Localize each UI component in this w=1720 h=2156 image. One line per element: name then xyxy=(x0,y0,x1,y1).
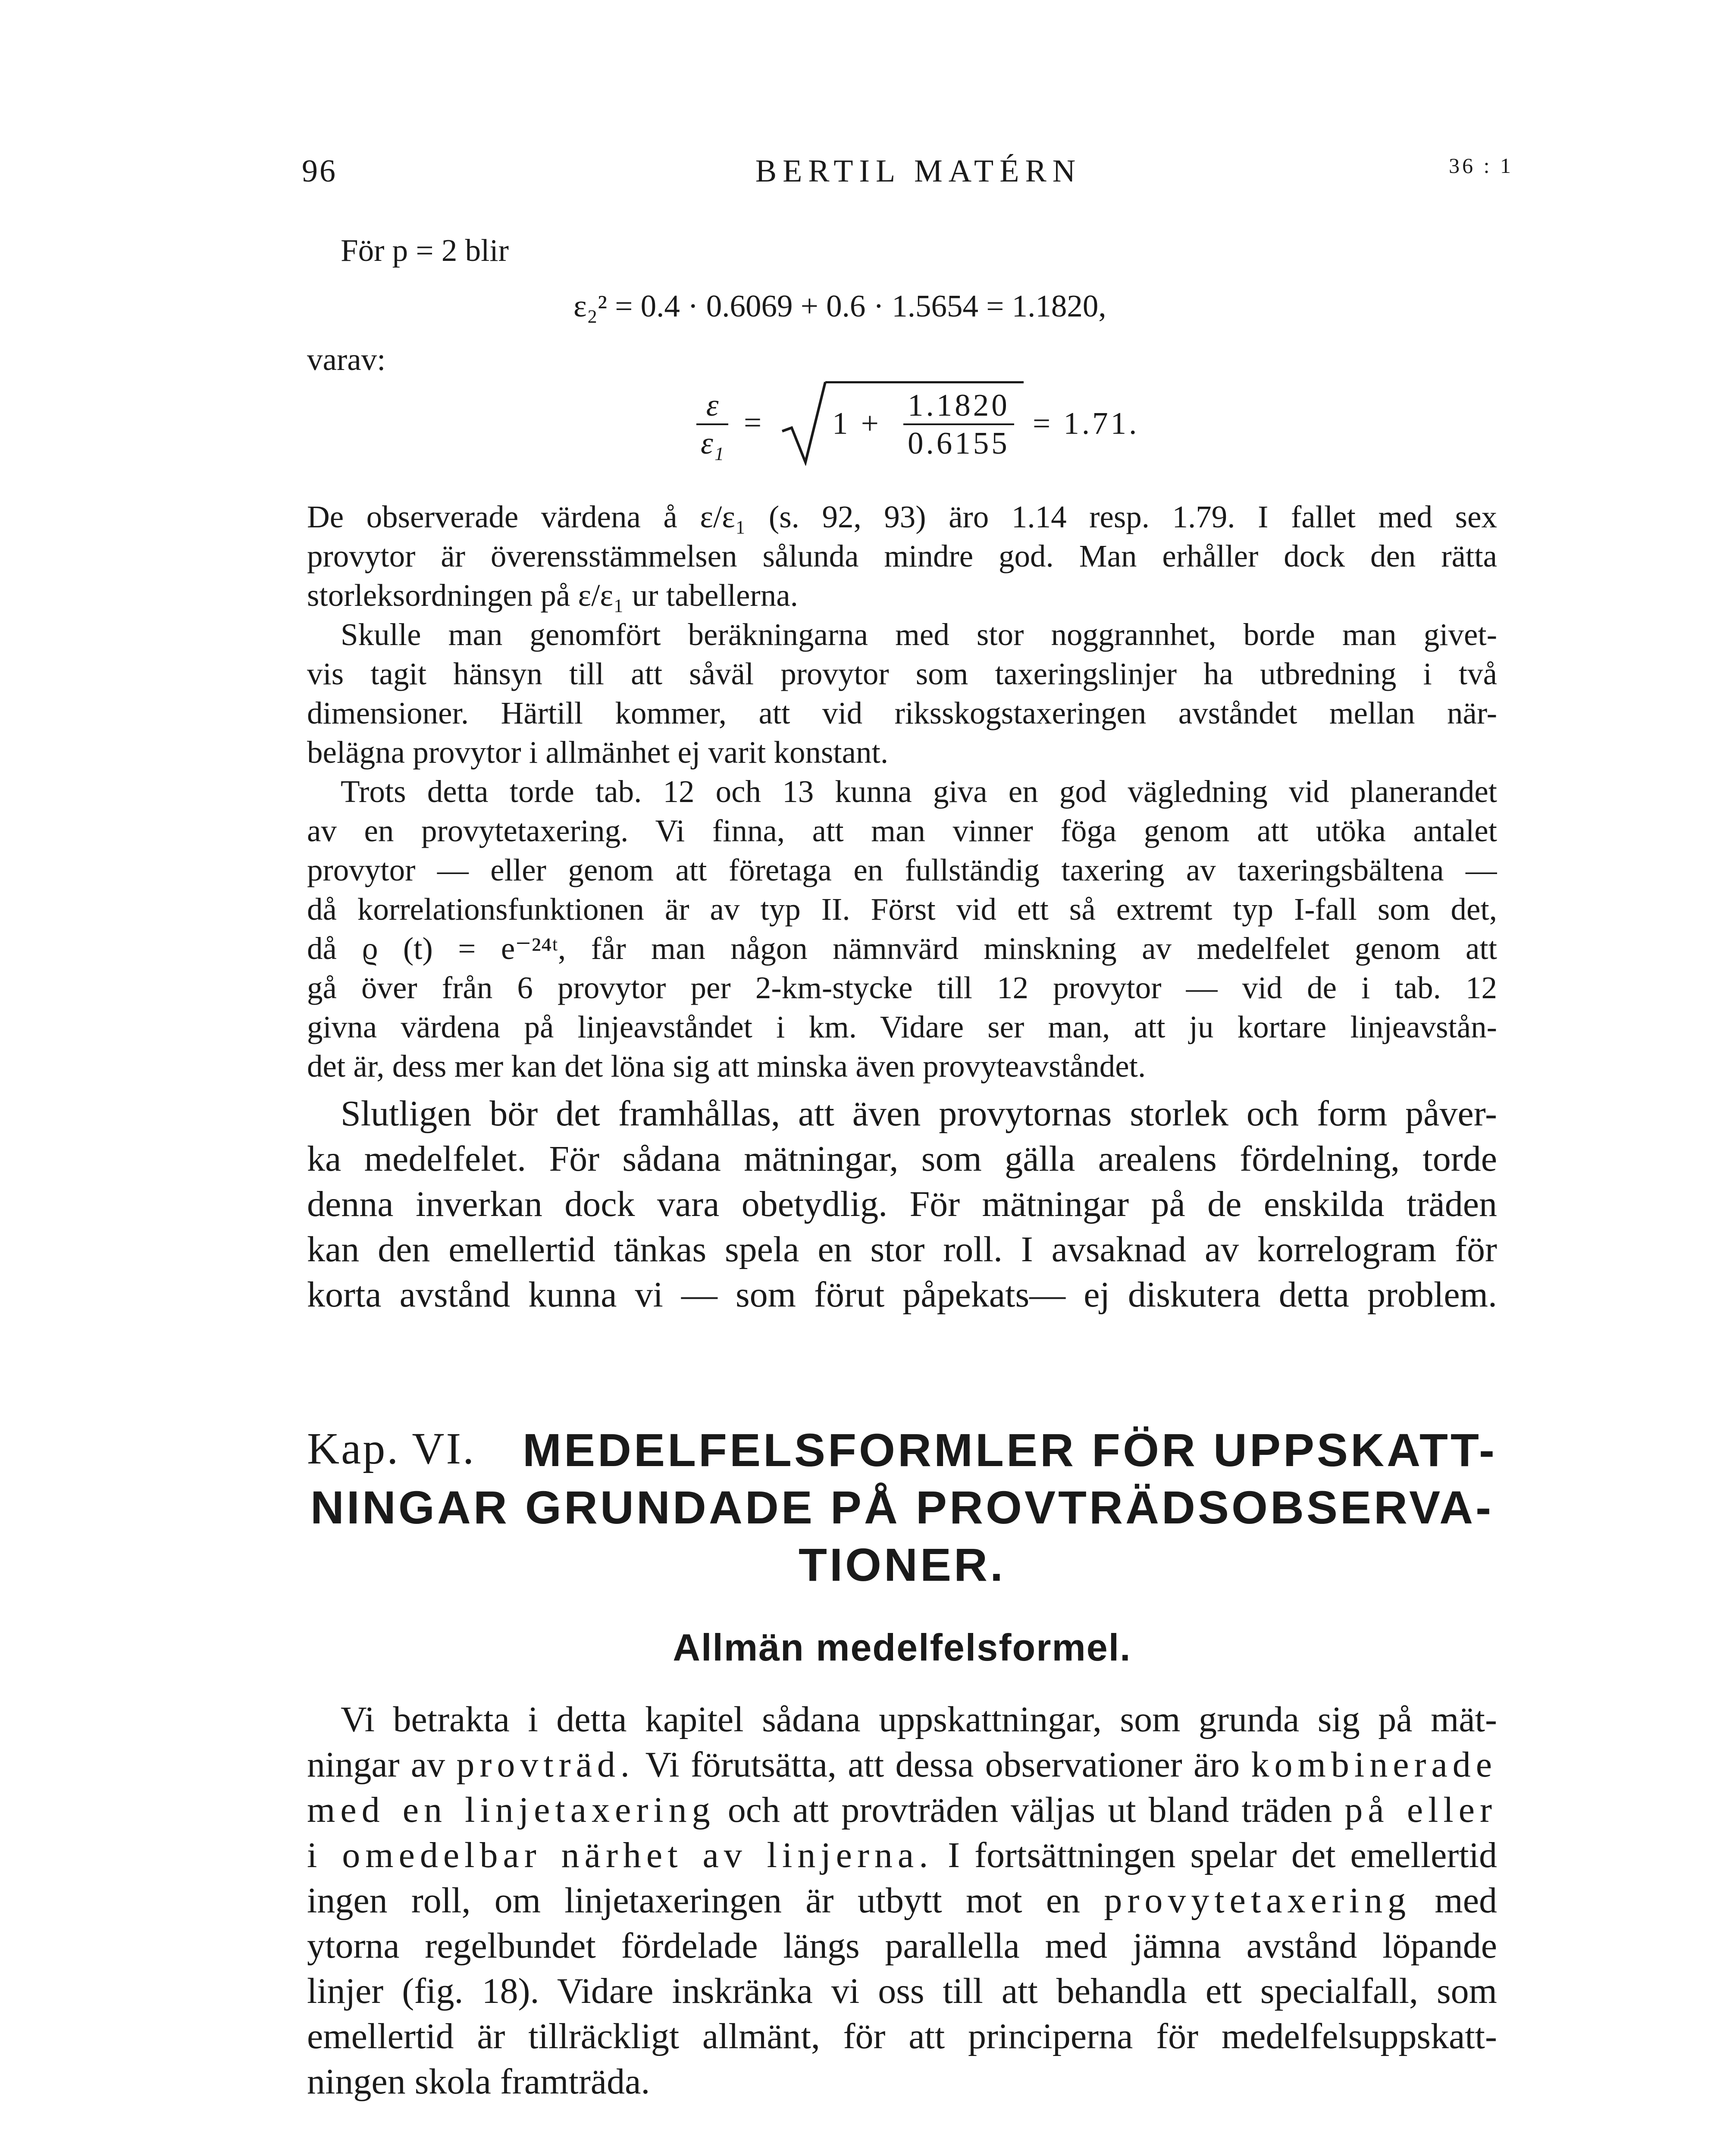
text-line: kan den emellertid tänkas spela en stor roll. I avsaknad av korrelogram för xyxy=(307,1229,1497,1269)
text-line: ningar av provträd. Vi förutsätta, att dessa observationer äro kombinerade xyxy=(307,1745,1497,1785)
text-line: ka medelfelet. För sådana mätningar, som gälla arealens fördelning, torde xyxy=(307,1139,1497,1179)
chapter-heading xyxy=(307,1423,1497,1592)
emphasis-text: på eller xyxy=(1344,1790,1497,1830)
section-title: Allmän medelfelsformel. xyxy=(673,1626,1131,1669)
chapter-title-part: MEDELFELSFORMLER FÖR UPPSKATT- xyxy=(523,1424,1497,1476)
chapter-heading-line-1 xyxy=(307,1423,1497,1477)
text-line: ningen skola framträda. xyxy=(307,2062,650,2102)
equation-epsilon2: ε₂² = 0.4 · 0.6069 + 0.6 · 1.5654 = 1.1820, xyxy=(573,288,1106,323)
chapter-heading-line-3: TIONER. xyxy=(798,1539,1006,1591)
text-line: provytor — eller genom att företaga en fullständig taxering av taxeringsbältena — xyxy=(307,852,1497,887)
text-line: Slutligen bör det framhållas, att även provytornas storlek och form påver- xyxy=(341,1094,1497,1134)
running-title: BERTIL MATÉRN xyxy=(755,154,1082,189)
text-line: Skulle man genomfört beräkningarna med stor noggrannhet, borde man givet- xyxy=(341,617,1497,652)
text-line: De observerade värdena å ε/ε₁ (s. 92, 93) äro 1.14 resp. 1.79. I fallet med sex xyxy=(307,499,1497,534)
ratio-denominator: ε₁ xyxy=(701,426,724,461)
emphasis-text: i omedelbar närhet av linjerna. xyxy=(307,1835,934,1875)
text-line: belägna provytor i allmänhet ej varit konstant. xyxy=(307,735,889,770)
emphasis-text: med en linjetaxering xyxy=(307,1790,715,1830)
chapter-label: Kap. VI. xyxy=(307,1424,476,1473)
equals-sign: = xyxy=(744,405,762,440)
paragraph-provtrad xyxy=(307,1697,1497,2104)
inner-fraction xyxy=(903,387,1014,461)
text-line: storleksordningen på ε/ε₁ ur tabellerna. xyxy=(307,578,798,613)
emphasis-text: provträd. xyxy=(456,1745,635,1785)
page-number: 96 xyxy=(302,154,337,189)
text-line: korta avstånd kunna vi — som förut påpekats— ej diskutera detta problem. xyxy=(307,1275,1497,1315)
volume-reference: 36 : 1 xyxy=(1449,154,1513,178)
intro-label: För p = 2 blir xyxy=(341,233,509,268)
text-line: Trots detta torde tab. 12 och 13 kunna giva en god vägledning vid planerandet xyxy=(341,774,1497,809)
text-line: vis tagit hänsyn till att såväl provytor som taxeringslinjer ha utbredning i två xyxy=(307,656,1497,691)
text-line: gå över från 6 provytor per 2-km-stycke till 12 provytor — vid de i tab. 12 xyxy=(307,970,1497,1005)
small-paragraph-1 xyxy=(307,497,1497,615)
small-paragraph-3 xyxy=(307,772,1497,1086)
square-root-sign-icon xyxy=(780,379,828,466)
text-line: det är, dess mer kan det löna sig att minska även provyteavståndet. xyxy=(307,1049,1146,1084)
text-line: Vi betrakta i detta kapitel sådana uppskattningar, som grunda sig på mät- xyxy=(341,1699,1497,1739)
text-line: givna värdena på linjeavståndet i km. Vidare ser man, att ju kortare linjeavstån- xyxy=(307,1009,1497,1044)
text-line: i omedelbar närhet av linjerna. I fortsättningen spelar det emellertid xyxy=(307,1835,1497,1875)
text-line: ytorna regelbundet fördelade längs parallella med jämna avstånd löpande xyxy=(307,1926,1497,1966)
paragraph-provytor-form xyxy=(307,1091,1497,1317)
small-paragraph-2 xyxy=(307,615,1497,772)
text-line: provytor är överensstämmelsen sålunda mindre god. Man erhåller dock den rätta xyxy=(307,539,1497,573)
inner-denominator: 0.6155 xyxy=(908,426,1010,461)
sqrt-term: 1 + xyxy=(832,406,881,441)
chapter-heading-line-2: NINGAR GRUNDADE PÅ PROVTRÄDSOBSERVA- xyxy=(310,1481,1494,1533)
text-line: då ϱ (t) = e⁻²⁴ᵗ, får man någon nämnvärd minskning av medelfelet genom att xyxy=(307,931,1497,966)
text-line: denna inverkan dock vara obetydlig. För mätningar på de enskilda träden xyxy=(307,1184,1497,1224)
text-line: emellertid är tillräckligt allmänt, för att principerna för medelfelsuppskatt- xyxy=(307,2016,1497,2056)
ratio-result: = 1.71. xyxy=(1033,406,1140,441)
radical-bar xyxy=(825,381,1024,383)
text-line: av en provytetaxering. Vi finna, att man vinner föga genom att utöka antalet xyxy=(307,813,1497,848)
inner-numerator: 1.1820 xyxy=(903,387,1014,425)
emphasis-text: provytetaxering xyxy=(1104,1880,1411,1921)
ratio-fraction xyxy=(696,387,728,461)
ratio-numerator: ε xyxy=(696,387,728,425)
text-line: dimensioner. Härtill kommer, att vid riksskogstaxeringen avståndet mellan när- xyxy=(307,696,1497,730)
text-line: med en linjetaxering och att provträden väljas ut bland träden på eller xyxy=(307,1790,1497,1830)
text-line: linjer (fig. 18). Vidare inskränka vi oss till att behandla ett specialfall, som xyxy=(307,1971,1497,2011)
text-line: ingen roll, om linjetaxeringen är utbytt mot en provytetaxering med xyxy=(307,1880,1497,1921)
emphasis-text: kombinerade xyxy=(1251,1745,1497,1785)
varav-label: varav: xyxy=(307,342,386,377)
text-line: då korrelationsfunktionen är av typ II. Först vid ett så extremt typ I-fall som det, xyxy=(307,892,1497,927)
